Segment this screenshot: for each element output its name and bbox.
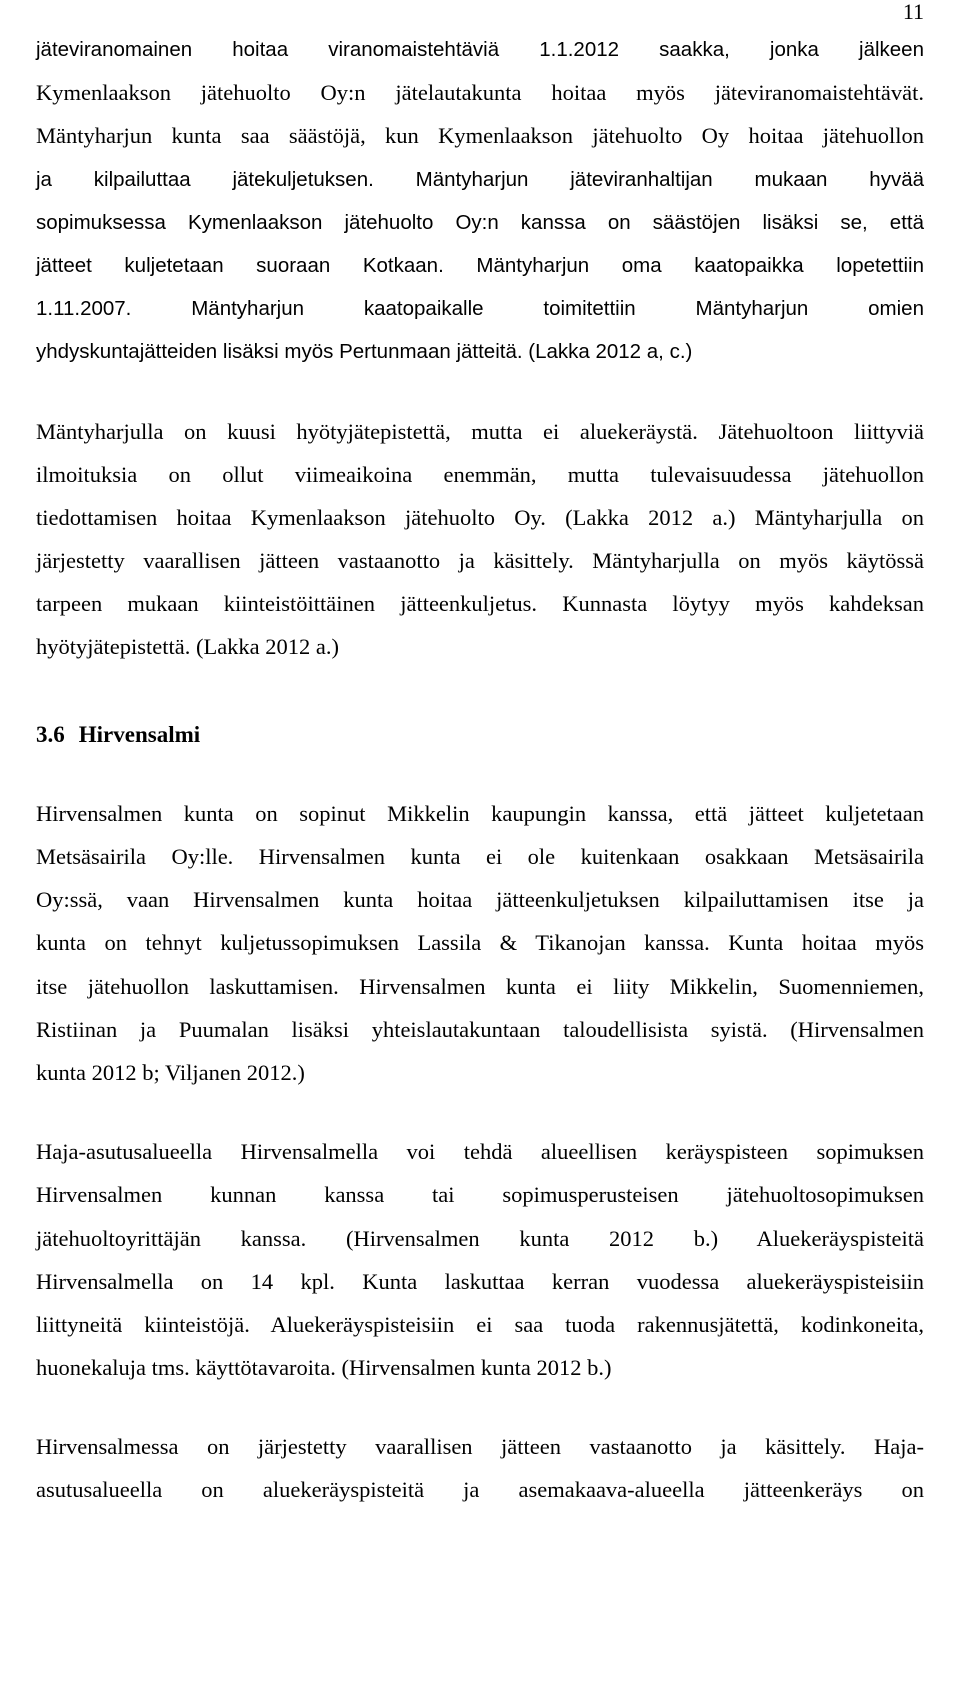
text-line: Kymenlaakson jätehuolto Oy:n jätelautakunta hoitaa myös jäteviranomaistehtävät. — [36, 80, 924, 106]
text-line: Oy:ssä, vaan Hirvensalmen kunta hoitaa jätteenkuljetuksen kilpailuttamisen itse ja — [36, 887, 924, 913]
text-line: ja kilpailuttaa jätekuljetuksen. Mäntyharjun jäteviranhaltijan mukaan hyvää — [36, 167, 924, 191]
text-line: asutusalueella on aluekeräyspisteitä ja asemakaava-alueella jätteenkeräys on — [36, 1477, 924, 1503]
text-line: Metsäsairila Oy:lle. Hirvensalmen kunta ei ole kuitenkaan osakkaan Metsäsairila — [36, 844, 924, 869]
paragraph-mantyharju-1 — [36, 28, 924, 374]
text-line: Ristiinan ja Puumalan lisäksi yhteislautakuntaan taloudellisista syistä. (Hirvensalmen — [36, 1016, 924, 1042]
text-line: tiedottamisen hoitaa Kymenlaakson jätehuolto Oy. (Lakka 2012 a.) Mäntyharjulla on — [36, 504, 924, 530]
text-line: Haja-asutusalueella Hirvensalmella voi tehdä alueellisen keräyspisteen sopimuksen — [36, 1139, 924, 1165]
text-line: Mäntyharjulla on kuusi hyötyjätepistettä, mutta ei aluekeräystä. Jätehuoltoon liittyviä — [36, 418, 924, 444]
text-line: ilmoituksia on ollut viimeaikoina enemmän, mutta tulevaisuudessa jätehuollon — [36, 461, 924, 487]
text-line: itse jätehuollon laskuttamisen. Hirvensalmen kunta ei liity Mikkelin, Suomenniemen, — [36, 973, 924, 999]
text-line: Hirvensalmen kunta on sopinut Mikkelin kaupungin kanssa, että jätteet kuljetetaan — [36, 800, 924, 826]
text-line: tarpeen mukaan kiinteistöittäinen jätteenkuljetus. Kunnasta löytyy myös kahdeksan — [36, 591, 924, 617]
text-line: jäteviranomainen hoitaa viranomaistehtäviä 1.1.2012 saakka, jonka jälkeen — [36, 38, 924, 61]
text-line: Mäntyharjun kunta saa säästöjä, kun Kymenlaakson jätehuolto Oy hoitaa jätehuollon — [36, 123, 924, 149]
text-line: jätteet kuljetetaan suoraan Kotkaan. Mäntyharjun oma kaatopaikka lopetettiin — [36, 253, 924, 277]
text-line: jätehuoltoyrittäjän kanssa. (Hirvensalmen kunta 2012 b.) Aluekeräyspisteitä — [36, 1225, 924, 1251]
text-line: Hirvensalmessa on järjestetty vaarallisen jätteen vastaanotto ja käsittely. Haja- — [36, 1434, 924, 1460]
section-heading — [36, 713, 924, 756]
text-line: kunta on tehnyt kuljetussopimuksen Lassila & Tikanojan kanssa. Kunta hoitaa myös — [36, 930, 924, 956]
text-line: Hirvensalmen kunnan kanssa tai sopimusperusteisen jätehuoltosopimuksen — [36, 1182, 924, 1208]
text-line: sopimuksessa Kymenlaakson jätehuolto Oy:n kanssa on säästöjen lisäksi se, että — [36, 210, 924, 234]
section-number: 3.6 — [36, 721, 65, 747]
text-line: hyötyjätepistettä. (Lakka 2012 a.) — [36, 634, 340, 660]
page-number: 11 — [902, 0, 924, 24]
text-line: järjestetty vaarallisen jätteen vastaanotto ja käsittely. Mäntyharjulla on myös käytössä — [36, 548, 924, 574]
paragraph-hirvensalmi-2 — [36, 1130, 924, 1389]
text-line: huonekaluja tms. käyttötavaroita. (Hirvensalmen kunta 2012 b.) — [36, 1355, 612, 1381]
text-line: kunta 2012 b; Viljanen 2012.) — [36, 1059, 305, 1085]
paragraph-hirvensalmi-1 — [36, 792, 924, 1094]
section-title: Hirvensalmi — [78, 721, 201, 747]
text-line: 1.11.2007. Mäntyharjun kaatopaikalle toimitettiin Mäntyharjun omien — [36, 297, 924, 321]
paragraph-mantyharju-2 — [36, 410, 924, 669]
text-line: liittyneitä kiinteistöjä. Aluekeräyspisteisiin ei saa tuoda rakennusjätettä, kodinkoneita, — [36, 1311, 924, 1337]
paragraph-hirvensalmi-3 — [36, 1425, 924, 1511]
text-line: yhdyskuntajätteiden lisäksi myös Pertunmaan jätteitä. (Lakka 2012 a, c.) — [36, 340, 693, 364]
text-line: Hirvensalmella on 14 kpl. Kunta laskuttaa kerran vuodessa aluekeräyspisteisiin — [36, 1268, 924, 1294]
